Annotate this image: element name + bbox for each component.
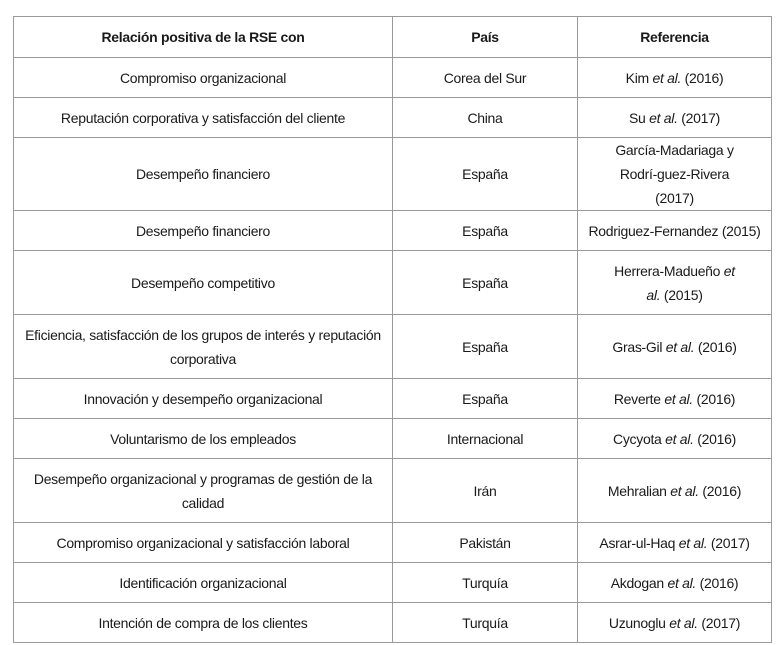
- table-row: [14, 211, 772, 251]
- cell-relation: Desempeño competitivo: [14, 251, 393, 315]
- ref-author: Cycyota: [613, 430, 662, 447]
- table-row: [14, 419, 772, 459]
- ref-etal: et al.: [665, 338, 695, 355]
- cell-relation: Compromiso organizacional y satisfacción laboral: [14, 523, 393, 563]
- ref-year: (2016): [696, 390, 736, 407]
- ref-author: Uzunoglu: [608, 614, 666, 631]
- cell-reference: [578, 98, 772, 138]
- ref-etal: et al.: [646, 262, 735, 303]
- cell-relation: Eficiencia, satisfacción de los grupos de interés y reputación corporativa: [14, 315, 393, 379]
- table-row: [14, 603, 772, 643]
- cell-country: España: [393, 138, 578, 211]
- cell-reference: [578, 211, 772, 251]
- cell-country: España: [393, 211, 578, 251]
- ref-etal: et al.: [669, 614, 698, 631]
- cell-reference: [578, 138, 772, 211]
- cell-country: Turquía: [393, 603, 578, 643]
- cell-country: China: [393, 98, 578, 138]
- cell-reference: [578, 251, 772, 315]
- ref-year: (2015): [663, 286, 703, 303]
- ref-year: (2016): [697, 338, 737, 355]
- ref-etal: et al.: [678, 534, 708, 551]
- cell-reference: [578, 523, 772, 563]
- ref-author: Asrar-ul-Haq: [599, 534, 676, 551]
- cell-country: Turquía: [393, 563, 578, 603]
- cell-relation: Innovación y desempeño organizacional: [14, 379, 393, 419]
- cell-reference: [578, 603, 772, 643]
- header-row: [14, 17, 772, 58]
- ref-etal: et al.: [652, 69, 682, 86]
- table-row: [14, 315, 772, 379]
- cell-relation: Desempeño organizacional y programas de gestión de la calidad: [14, 459, 393, 523]
- cell-relation: Desempeño financiero: [14, 138, 393, 211]
- ref-author: Su: [629, 109, 646, 126]
- ref-etal: et al.: [667, 574, 697, 591]
- table-row: [14, 459, 772, 523]
- ref-author: Rodriguez-Fernandez: [588, 222, 719, 239]
- cell-relation: Reputación corporativa y satisfacción del cliente: [14, 98, 393, 138]
- header-reference: Referencia: [578, 17, 772, 58]
- table-row: [14, 523, 772, 563]
- table-row: [14, 138, 772, 211]
- cell-country: Pakistán: [393, 523, 578, 563]
- ref-year: (2016): [699, 574, 739, 591]
- cell-relation: Desempeño financiero: [14, 211, 393, 251]
- ref-author: Akdogan: [610, 574, 664, 591]
- ref-year: (2016): [702, 482, 742, 499]
- ref-author: García-Madariaga y Rodrí-guez-Rivera: [615, 142, 734, 182]
- ref-etal: et al.: [664, 390, 693, 407]
- cell-relation: Voluntarismo de los empleados: [14, 419, 393, 459]
- ref-etal: et al.: [665, 430, 694, 447]
- cell-country: España: [393, 379, 578, 419]
- cell-country: Corea del Sur: [393, 58, 578, 98]
- ref-year: (2016): [684, 69, 724, 86]
- rse-relations-table: [13, 16, 772, 643]
- cell-country: España: [393, 251, 578, 315]
- ref-author: Gras-Gil: [612, 338, 663, 355]
- cell-reference: [578, 459, 772, 523]
- ref-author: Herrera-Madueño: [614, 262, 721, 279]
- ref-year: (2017): [681, 109, 720, 126]
- table-row: [14, 98, 772, 138]
- cell-reference: [578, 58, 772, 98]
- ref-etal: et al.: [670, 482, 699, 499]
- cell-reference: [578, 563, 772, 603]
- table-row: [14, 563, 772, 603]
- cell-country: Internacional: [393, 419, 578, 459]
- header-relation: Relación positiva de la RSE con: [14, 17, 393, 58]
- table-row: [14, 379, 772, 419]
- ref-year: (2015): [721, 222, 761, 239]
- cell-relation: Identificación organizacional: [14, 563, 393, 603]
- table-row: [14, 58, 772, 98]
- ref-year: (2016): [697, 430, 736, 447]
- ref-etal: et al.: [649, 109, 678, 126]
- table-row: [14, 251, 772, 315]
- cell-reference: [578, 419, 772, 459]
- cell-relation: Intención de compra de los clientes: [14, 603, 393, 643]
- ref-year: (2017): [710, 534, 750, 551]
- cell-relation: Compromiso organizacional: [14, 58, 393, 98]
- ref-year: (2017): [655, 190, 694, 206]
- cell-country: España: [393, 315, 578, 379]
- ref-year: (2017): [701, 614, 741, 631]
- cell-reference: [578, 379, 772, 419]
- cell-country: Irán: [393, 459, 578, 523]
- cell-reference: [578, 315, 772, 379]
- ref-author: Mehralian: [607, 482, 667, 499]
- ref-author: Reverte: [613, 390, 661, 407]
- header-country: País: [393, 17, 578, 58]
- ref-author: Kim: [625, 69, 649, 86]
